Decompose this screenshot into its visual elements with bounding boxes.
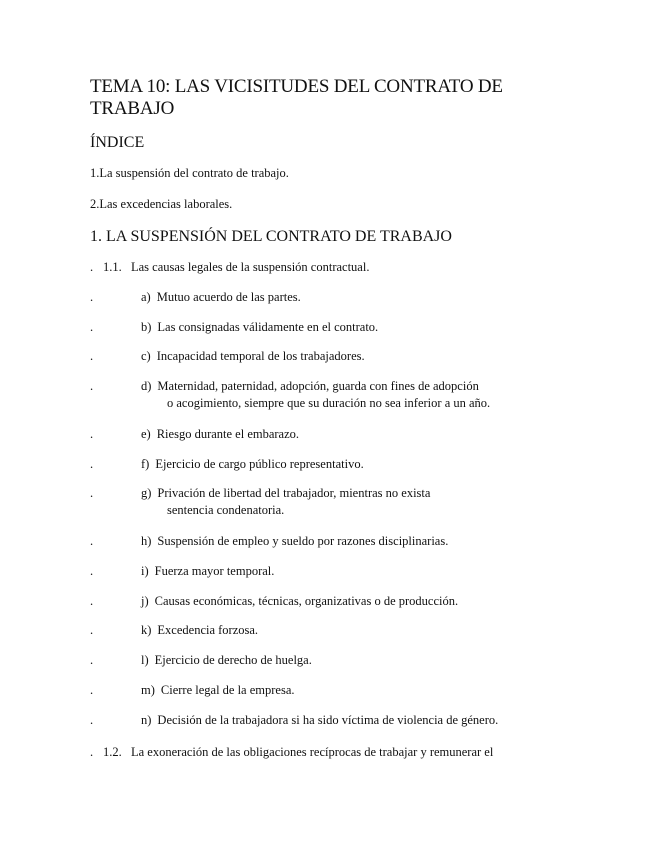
list-item-text: Ejercicio de cargo público representativo. [155,457,364,471]
list-item [141,563,274,580]
list-item-text: Excedencia forzosa. [157,623,259,637]
section-heading: 1. LA SUSPENSIÓN DEL CONTRATO DE TRABAJO [90,228,452,245]
subsection-number: 1.2. [103,745,122,759]
list-item-letter: f) [141,457,150,471]
list-item [141,456,364,473]
list-item-letter: m) [141,683,155,697]
list-item-letter: g) [141,486,152,500]
list-item-text: Fuerza mayor temporal. [154,564,275,578]
list-item-letter: k) [141,623,152,637]
list-item-text: Decisión de la trabajadora si ha sido víctima de violencia de género. [157,713,499,727]
subsection-title: Las causas legales de la suspensión contractual. [131,260,370,274]
list-item-text: Suspensión de empleo y sueldo por razones disciplinarias. [157,534,449,548]
list-item [141,622,258,639]
document-title: TEMA 10: LAS VICISITUDES DEL CONTRATO DE TRABAJO [90,76,503,119]
list-item-text: Riesgo durante el embarazo. [156,427,300,441]
list-item [141,378,479,395]
index-item: 2.Las excedencias laborales. [90,197,233,211]
list-item-letter: n) [141,713,152,727]
index-heading: ÍNDICE [90,134,145,151]
list-bullet: . [90,623,94,637]
list-item-continuation: sentencia condenatoria. [167,503,285,517]
list-item [141,533,448,550]
list-item [141,712,498,729]
list-item-text: Las consignadas válidamente en el contrato. [157,320,379,334]
list-item [141,348,365,365]
list-item-letter: d) [141,379,152,393]
list-item [141,593,458,610]
list-item [141,682,295,699]
list-item [141,652,312,669]
subsection-number: 1.1. [103,260,122,274]
list-item [141,289,301,306]
subsection-title: La exoneración de las obligaciones recíprocas de trabajar y remunerar el [131,745,494,759]
list-item-letter: c) [141,349,151,363]
list-bullet: . [90,534,94,548]
list-bullet: . [90,349,94,363]
list-item-text: Incapacidad temporal de los trabajadores. [156,349,365,363]
list-item-text: Ejercicio de derecho de huelga. [154,653,312,667]
list-item-letter: h) [141,534,152,548]
list-item-text: Privación de libertad del trabajador, mientras no exista [157,486,431,500]
list-item-text: Mutuo acuerdo de las partes. [156,290,301,304]
list-item-continuation: o acogimiento, siempre que su duración no sea inferior a un año. [167,396,491,410]
list-item-letter: l) [141,653,149,667]
list-item-letter: b) [141,320,152,334]
list-bullet: . [90,290,94,304]
list-bullet: . [90,457,94,471]
subsection-marker: . [90,745,94,759]
list-item-letter: a) [141,290,151,304]
list-bullet: . [90,683,94,697]
list-bullet: . [90,713,94,727]
list-item-text: Causas económicas, técnicas, organizativas o de producción. [154,594,459,608]
list-item [141,319,378,336]
subsection-marker: . [90,260,94,274]
list-bullet: . [90,427,94,441]
list-bullet: . [90,486,94,500]
list-item-letter: e) [141,427,151,441]
index-item: 1.La suspensión del contrato de trabajo. [90,166,289,180]
list-bullet: . [90,653,94,667]
list-item [141,426,299,443]
list-item-text: Cierre legal de la empresa. [160,683,295,697]
list-item-letter: j) [141,594,149,608]
list-item-letter: i) [141,564,149,578]
list-item-text: Maternidad, paternidad, adopción, guarda con fines de adopción [157,379,479,393]
list-bullet: . [90,379,94,393]
list-item [141,485,430,502]
list-bullet: . [90,594,94,608]
list-bullet: . [90,564,94,578]
list-bullet: . [90,320,94,334]
